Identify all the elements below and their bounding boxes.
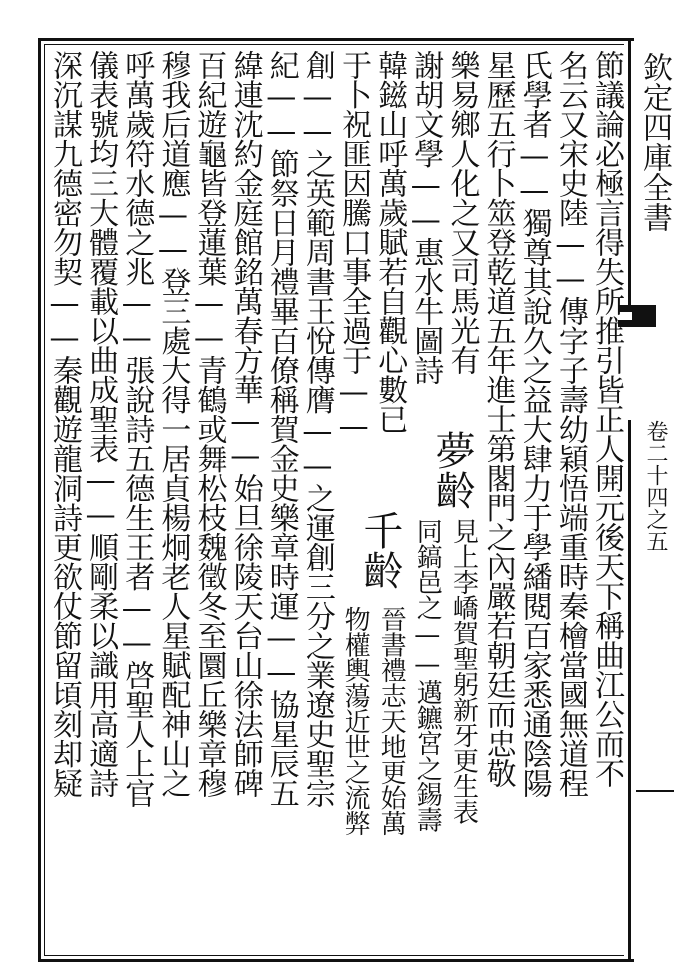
text-column-7: 韓鎡山呼萬歲賦若自觀心數已: [372, 50, 408, 434]
text-column-1: 節議論必極言得失所推引皆正人開元後天下稱曲江公而不: [589, 50, 624, 788]
text-column-3: 氏學者——獨尊其說久之益大肆力于學繙閱百家悉通陰陽: [516, 50, 552, 798]
text-column-14: 呼萬歲符水德之兆——張說詩五德生王者——啓聖人上官: [119, 50, 155, 808]
text-column-5: 樂易鄉人化之又司馬光有: [444, 50, 480, 375]
text-column-9: 創——之英範周書王悅傳膺——之運創三分之業遼史聖宗: [299, 50, 335, 808]
text-column-5-tail: 見上李嶠賀聖躬新牙更生表: [448, 518, 479, 824]
text-column-8-tail: 物權輿蕩近世之流弊: [340, 606, 371, 836]
text-column-7-tail: 晉書禮志天地更始萬: [376, 606, 407, 836]
enlarged-term-qianling: 千齡: [356, 510, 403, 590]
text-column-6: 謝胡文學——惠水牛圖詩: [408, 50, 444, 385]
text-column-2: 名云又宋史陸——傳字子壽幼穎悟端重時秦檜當國無道程: [552, 50, 588, 798]
book-title: 欽定四庫全書: [637, 52, 672, 232]
text-column-11: 緯連沈約金庭館銘萬春方華——始旦徐陵天台山徐法師碑: [227, 50, 263, 798]
text-column-12: 百紀遊龜皆登蓮葉——青鶴或舞松枝魏徵冬至圜丘樂章穆: [191, 50, 227, 798]
text-column-16: 深沉謀九德密勿契——秦觀遊龍洞詩更欲仗節留頃刻却疑: [47, 50, 82, 798]
enlarged-term-mengling: 夢齡: [429, 430, 476, 510]
text-column-6-tail: 同鎬邑之——邁鑣宮之錫壽: [412, 518, 443, 832]
fold-divider: [636, 790, 674, 792]
text-column-15: 儀表號均三大體覆載以曲成聖表——順剛柔以識用高適詩: [83, 50, 119, 798]
text-column-13: 穆我后道應——登三處大得一居貞楊炯老人星賦配神山之: [155, 50, 191, 798]
text-column-8: 于卜祝匪因騰口事全過于——: [336, 50, 372, 444]
center-fold-rule-top: [628, 38, 631, 308]
volume-label: 卷二十四之五: [643, 420, 668, 552]
center-fold-rule-bottom: [628, 420, 631, 962]
text-column-10: 紀——節祭日月禮畢百僚稱賀金史樂章時運——協星辰五: [263, 50, 299, 808]
text-column-4: 星歷五行卜筮登乾道五年進士第閣門之內嚴若朝廷而忠敬: [480, 50, 516, 788]
